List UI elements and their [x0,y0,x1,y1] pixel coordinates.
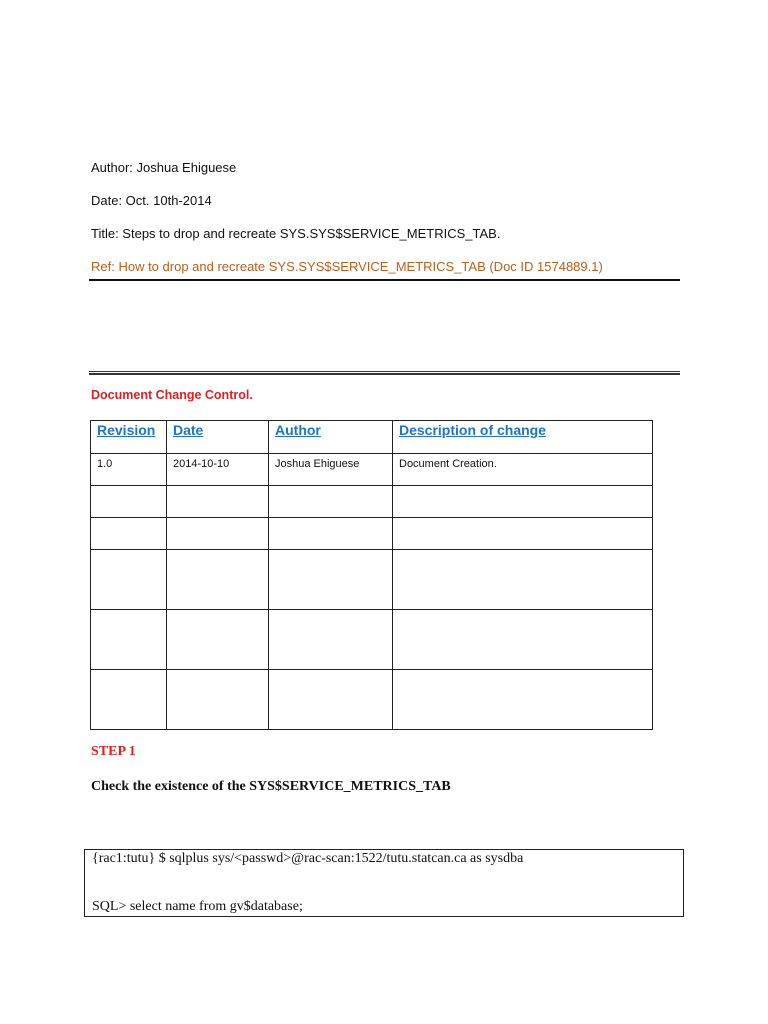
step-heading: STEP 1 [91,744,136,759]
header-date: Date [167,421,269,454]
cell-description: Document Creation. [393,454,653,486]
cell-date [167,518,269,550]
cell-description [393,670,653,730]
cell-author [269,518,393,550]
cell-date [167,550,269,610]
cell-date [167,670,269,730]
header-revision: Revision [91,421,167,454]
change-control-table [90,420,653,730]
horizontal-rule-top [89,279,680,281]
cell-revision [91,610,167,670]
cell-description [393,550,653,610]
table-header-row [91,421,653,454]
cell-date [167,610,269,670]
cell-author [269,486,393,518]
date-line: Date: Oct. 10th-2014 [91,193,212,208]
cell-author [269,610,393,670]
cell-description [393,518,653,550]
table-row [91,518,653,550]
cell-date: 2014-10-10 [167,454,269,486]
cell-author [269,670,393,730]
cell-date [167,486,269,518]
cell-description [393,610,653,670]
horizontal-rule-double [89,371,680,375]
cell-revision [91,486,167,518]
table-row [91,454,653,486]
cell-author: Joshua Ehiguese [269,454,393,486]
step-description: Check the existence of the SYS$SERVICE_METRICS_TAB [91,779,451,794]
code-line-1: {rac1:tutu} $ sqlplus sys/<passwd>@rac-scan:1522/tutu.statcan.ca as sysdba [92,851,524,866]
header-author: Author [269,421,393,454]
cell-revision [91,550,167,610]
cell-description [393,486,653,518]
code-block [84,849,684,917]
cell-revision [91,518,167,550]
author-line: Author: Joshua Ehiguese [91,160,237,175]
cell-author [269,550,393,610]
cell-revision: 1.0 [91,454,167,486]
title-line: Title: Steps to drop and recreate SYS.SYS$SERVICE_METRICS_TAB. [91,226,501,241]
table-row [91,610,653,670]
table-row [91,486,653,518]
code-line-2: SQL> select name from gv$database; [92,899,303,914]
cell-revision [91,670,167,730]
table-row [91,670,653,730]
table-row [91,550,653,610]
header-description: Description of change [393,421,653,454]
reference-line: Ref: How to drop and recreate SYS.SYS$SERVICE_METRICS_TAB (Doc ID 1574889.1) [91,259,603,274]
change-control-heading: Document Change Control. [91,388,253,402]
